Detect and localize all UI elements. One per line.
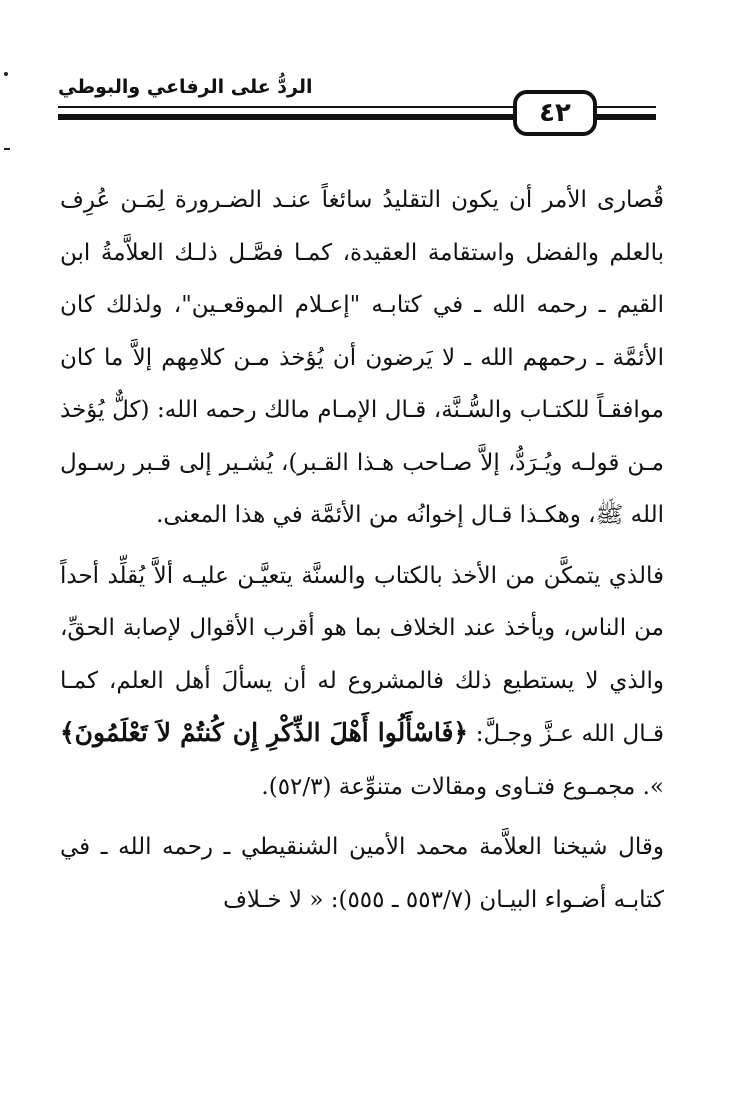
margin-mark-top [4,72,8,76]
running-title: الردُّ على الرفاعي والبوطي [58,76,313,98]
margin-mark-bottom [4,148,10,150]
paragraph-2-citation: ». مجمـوع فتـاوى ومقالات متنوِّعة (٥٢/٣). [261,773,664,800]
quran-verse: ﴿فَاسْأَلُوا أَهْلَ الذِّكْرِ إِن كُنتُمْ لاَ تَعْلَمُونَ﴾ [60,718,469,747]
paragraph-2-text: فالذي يتمكَّن من الأخذ بالكتاب والسنَّة يتعيَّـن عليـه ألاَّ يُقلِّد أحداً من الناس، ويأخذ عند الخلاف بما هو أقرب الأقوال لإصابة الحقِّ، والذي لا يستطيع ذلك فالمشروع له أن يسألَ أهل العلم، كمـا قـال الله عـزَّ وجـلَّ: [60,562,664,747]
paragraph-1-text: قُصارى الأمر أن يكون التقليدُ سائغاً عنـد الضـرورة لِمَـن عُرِف بالعلم والفضل واستقامة العقيدة، كمـا فصَّـل ذلـك العلاَّمةُ ابن القيم ـ رحمه الله ـ في كتابـه "إعـلام الموقعـين"، ولذلك كان الأئمَّة ـ رحمهم الله ـ لا يَرضون أن يُؤخذ مـن كلامِهم إلاَّ ما كان موافقـاً للكتـاب والسُّـنَّة، قـال الإمـام مالك رحمه الله: (كلٌّ يُؤخذ مـن قولـه ويُـرَدُّ، إلاَّ صـاحب هـذا القـبر)، يُشـير إلى قـبر رسـول الله ﷺ، وهكـذا قـال إخوانُه من الأئمَّة في هذا المعنى. [60,187,664,528]
paragraph-2 [60,550,664,814]
paragraph-3 [60,821,664,926]
paragraph-3-text: وقال شيخنا العلاَّمة محمد الأمين الشنقيطي ـ رحمه الله ـ في كتابـه أضـواء البيـان (٥٥٣/٧ ـ ٥٥٥): « لا خـلاف [60,834,664,913]
page-header [58,70,656,140]
page-body [60,174,664,926]
page-number: ٤٢ [513,90,597,136]
paragraph-1 [60,174,664,542]
